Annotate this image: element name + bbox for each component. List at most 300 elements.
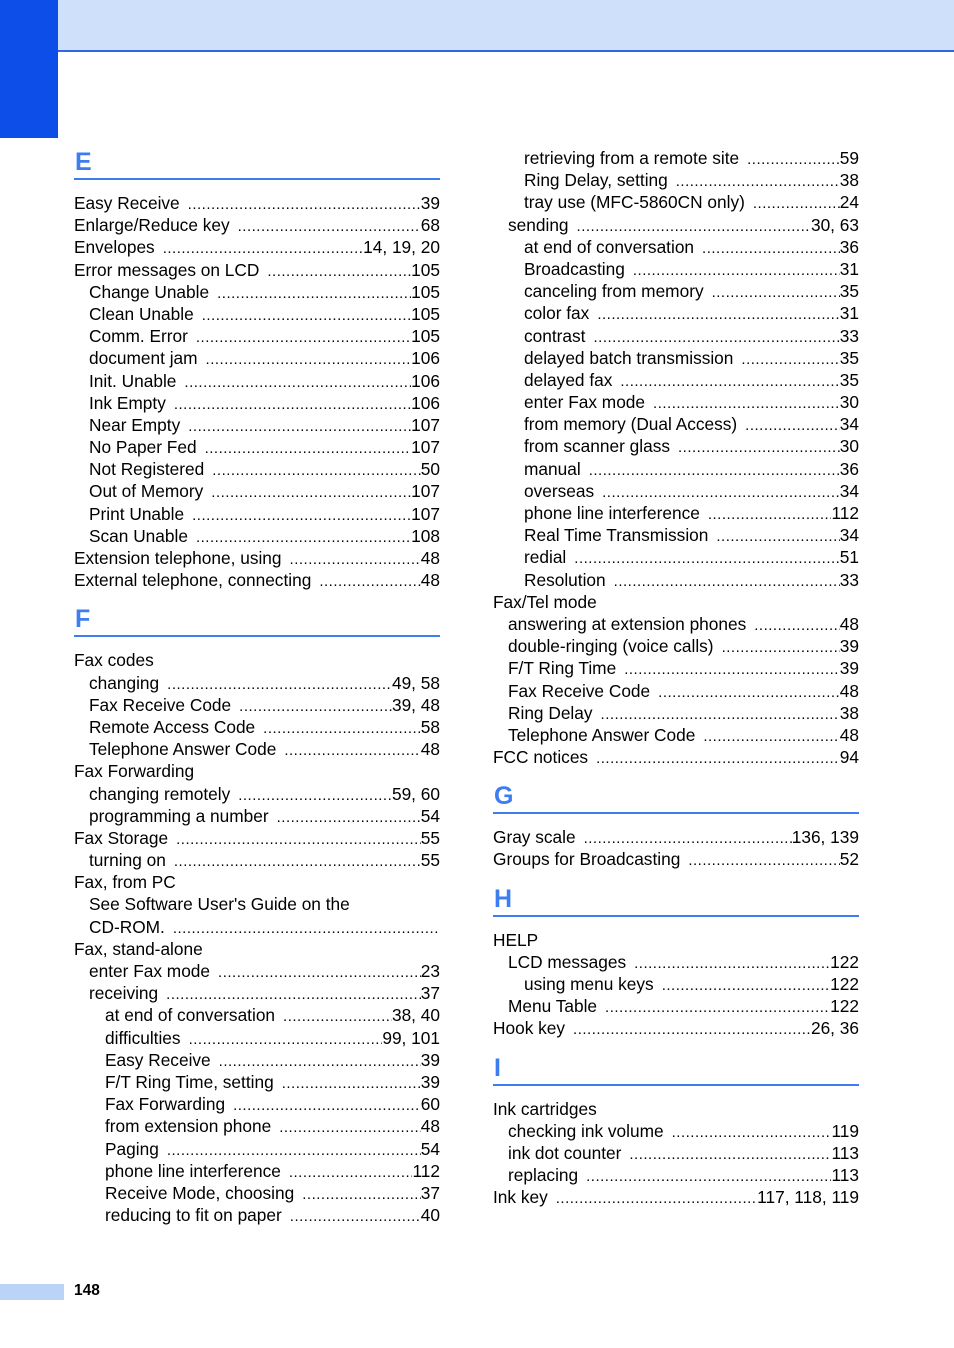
index-entry (74, 1049, 440, 1071)
dot-leader (678, 437, 840, 459)
entry-page-ref: 117, 118, 119 (757, 1187, 859, 1208)
entry-label: redial (524, 547, 567, 568)
entry-label: No Paper Fed (89, 437, 197, 458)
entry-label: Change Unable (89, 281, 210, 302)
dot-leader (688, 850, 839, 872)
entry-page-ref: 68 (420, 215, 440, 236)
entry-label: at end of conversation (105, 1005, 276, 1026)
dot-leader (167, 1140, 421, 1162)
entry-page-ref: 55 (420, 827, 440, 848)
section-spacer (493, 917, 859, 929)
entry-page-ref: 106 (411, 392, 440, 413)
chapter-tab (0, 0, 58, 138)
index-entry (74, 547, 440, 569)
index-entry (74, 672, 440, 694)
index-entry (493, 657, 859, 679)
entry-page-ref: 105 (411, 281, 440, 302)
dot-leader (218, 962, 421, 984)
entry-label: External telephone, connecting (74, 570, 312, 591)
entry-label: checking ink volume (508, 1120, 664, 1141)
index-entry (493, 236, 859, 258)
entry-page-ref: 39, 48 (391, 694, 440, 715)
entry-page-ref: 48 (839, 724, 859, 745)
dot-leader (716, 526, 839, 548)
entry-label: Fax Forwarding (74, 761, 195, 782)
entry-page-ref: 106 (411, 370, 440, 391)
dot-leader (593, 327, 839, 349)
index-entry (493, 147, 859, 169)
dot-leader (589, 460, 840, 482)
entry-page-ref: 94 (839, 747, 859, 768)
dot-leader (202, 305, 411, 327)
section-spacer (493, 814, 859, 826)
index-entry (74, 760, 440, 782)
entry-label: Not Registered (89, 459, 205, 480)
index-entry (493, 480, 859, 502)
section-spacer (493, 1086, 859, 1098)
entry-page-ref: 39 (839, 658, 859, 679)
entry-label: from extension phone (105, 1116, 272, 1137)
entry-label: Fax, stand-alone (74, 938, 203, 959)
index-entry (74, 392, 440, 414)
index-entry (493, 325, 859, 347)
dot-leader (289, 1162, 413, 1184)
index-entry (74, 1138, 440, 1160)
index-column-right (493, 147, 859, 1209)
index-entry (74, 281, 440, 303)
dot-leader (284, 740, 420, 762)
dot-leader (167, 674, 392, 696)
entry-label: phone line interference (105, 1160, 281, 1181)
index-entry (74, 370, 440, 392)
index-entry (74, 1004, 440, 1026)
entry-page-ref: 48 (420, 570, 440, 591)
dot-leader (188, 194, 421, 216)
dot-leader (163, 238, 363, 260)
entry-label: Init. Unable (89, 370, 177, 391)
entry-label: ink dot counter (508, 1142, 622, 1163)
entry-page-ref: 112 (831, 503, 859, 523)
index-entry (74, 694, 440, 716)
entry-label: Enlarge/Reduce key (74, 215, 230, 236)
entry-page-ref: 105 (411, 326, 440, 347)
entry-page-ref: 33 (839, 325, 859, 346)
dot-leader (206, 349, 412, 371)
entry-page-ref: 14, 19, 20 (363, 237, 440, 258)
entry-page-ref: 106 (411, 348, 440, 369)
index-entry (493, 1098, 859, 1120)
dot-leader (166, 984, 421, 1006)
index-entry (493, 635, 859, 657)
entry-page-ref: 39 (420, 1071, 440, 1092)
entry-page-ref: 24 (839, 192, 859, 213)
dot-leader (753, 193, 840, 215)
entry-page-ref: 122 (830, 996, 859, 1017)
entry-page-ref: 107 (411, 437, 440, 458)
dot-leader (173, 918, 440, 940)
index-entry (493, 746, 859, 768)
entry-label: LCD messages (508, 951, 627, 972)
entry-page-ref: 36 (839, 236, 859, 257)
index-entry (74, 982, 440, 1004)
entry-label: phone line interference (524, 503, 700, 523)
entry-page-ref: 48 (839, 680, 859, 701)
index-entry (493, 1164, 859, 1186)
dot-leader (620, 371, 839, 393)
entry-page-ref: 50 (420, 459, 440, 480)
section-letter: F (74, 604, 440, 637)
entry-page-ref: 122 (830, 974, 859, 994)
footer-band (0, 1284, 64, 1300)
dot-leader (302, 1184, 421, 1206)
index-entry (74, 893, 440, 915)
entry-page-ref: 34 (839, 414, 859, 435)
index-entry (74, 1204, 440, 1226)
entry-page-ref: 31 (839, 303, 859, 324)
entry-label: contrast (524, 325, 586, 346)
dot-leader (596, 748, 840, 770)
index-entry (493, 973, 859, 995)
section-letter: H (493, 884, 859, 917)
index-entry (74, 783, 440, 805)
entry-page-ref: 40 (420, 1205, 440, 1226)
dot-leader (211, 482, 411, 504)
entry-label: changing (89, 672, 160, 693)
dot-leader (662, 975, 830, 997)
index-entry (74, 192, 440, 214)
entry-page-ref: 36 (839, 458, 859, 479)
entry-page-ref: 37 (420, 1182, 440, 1203)
entry-label: from memory (Dual Access) (524, 414, 738, 435)
entry-label: from scanner glass (524, 436, 670, 457)
entry-label: Ink key (493, 1187, 548, 1208)
entry-label: See Software User's Guide on the (89, 894, 350, 915)
dot-leader (629, 1144, 831, 1166)
dot-leader (754, 615, 840, 637)
entry-label: Telephone Answer Code (508, 724, 696, 745)
dot-leader (233, 1095, 421, 1117)
index-entry (493, 302, 859, 324)
entry-label: Gray scale (493, 827, 576, 848)
index-entry (493, 1017, 859, 1039)
entry-label: Hook key (493, 1018, 566, 1039)
entry-page-ref: 99, 101 (382, 1027, 440, 1048)
dot-leader (703, 726, 839, 748)
entry-page-ref: 35 (839, 281, 859, 302)
entry-label: Out of Memory (89, 481, 204, 502)
entry-page-ref: 48 (420, 1116, 440, 1137)
entry-label: Error messages on LCD (74, 259, 260, 280)
dot-leader (217, 283, 411, 305)
entry-page-ref: 34 (839, 480, 859, 501)
entry-label: double-ringing (voice calls) (508, 636, 714, 657)
dot-leader (290, 1206, 421, 1228)
entry-label: changing remotely (89, 783, 231, 804)
header-band (0, 0, 954, 52)
index-entry (493, 826, 859, 848)
entry-label: Fax Receive Code (89, 694, 232, 715)
index-entry (74, 458, 440, 480)
entry-page-ref: 105 (411, 303, 440, 324)
dot-leader (176, 829, 421, 851)
index-entry (493, 1120, 859, 1142)
section-spacer (74, 180, 440, 192)
dot-leader (747, 149, 840, 171)
dot-leader (614, 571, 840, 593)
index-entry (74, 916, 440, 938)
index-entry (493, 1142, 859, 1164)
index-entry (74, 525, 440, 547)
entry-page-ref: 35 (839, 347, 859, 368)
entry-page-ref: 31 (839, 258, 859, 279)
entry-label: delayed batch transmission (524, 347, 734, 368)
dot-leader (658, 682, 840, 704)
entry-label: Near Empty (89, 414, 181, 435)
dot-leader (239, 696, 392, 718)
entry-page-ref: 30 (839, 436, 859, 457)
dot-leader (283, 1006, 392, 1028)
entry-page-ref: 34 (839, 525, 859, 546)
entry-label: Fax codes (74, 650, 154, 671)
dot-leader (174, 394, 411, 416)
dot-leader (196, 527, 411, 549)
entry-page-ref: 39 (420, 193, 440, 213)
entry-label: tray use (MFC-5860CN only) (524, 192, 745, 213)
index-entry (74, 347, 440, 369)
page-number: 148 (74, 1282, 100, 1299)
dot-leader (279, 1117, 421, 1139)
dot-leader (745, 415, 840, 437)
dot-leader (633, 260, 840, 282)
entry-page-ref: 113 (831, 1142, 859, 1163)
index-entry (493, 502, 859, 524)
index-entry (74, 436, 440, 458)
entry-label: Telephone Answer Code (89, 739, 277, 760)
entry-page-ref: 107 (411, 414, 440, 435)
entry-label: overseas (524, 480, 595, 501)
entry-page-ref: 122 (830, 951, 859, 972)
index-entry (74, 1115, 440, 1137)
entry-label: Extension telephone, using (74, 548, 282, 568)
entry-label: at end of conversation (524, 236, 695, 257)
entry-page-ref: 26, 36 (810, 1018, 859, 1039)
dot-leader (573, 1019, 811, 1041)
entry-page-ref: 54 (420, 1138, 440, 1159)
dot-leader (586, 1166, 831, 1188)
entry-page-ref: 38 (839, 702, 859, 723)
index-entry (74, 1071, 440, 1093)
index-entry (74, 414, 440, 436)
index-entry (74, 871, 440, 893)
entry-label: enter Fax mode (89, 961, 211, 981)
entry-label: color fax (524, 303, 590, 324)
dot-leader (672, 1122, 832, 1144)
entry-page-ref: 55 (420, 850, 440, 871)
index-entry (74, 236, 440, 258)
entry-label: Broadcasting (524, 258, 625, 279)
entry-page-ref: 136, 139 (791, 827, 859, 848)
dot-leader (267, 261, 411, 283)
dot-leader (653, 393, 840, 415)
entry-label: F/T Ring Time (508, 658, 617, 679)
dot-leader (676, 171, 840, 193)
dot-leader (605, 997, 830, 1019)
index-entry (493, 258, 859, 280)
index-entry (74, 649, 440, 671)
entry-page-ref: 105 (411, 259, 440, 280)
index-entry (74, 1093, 440, 1115)
entry-label: canceling from memory (524, 281, 704, 302)
dot-leader (282, 1073, 421, 1095)
dot-leader (238, 216, 421, 238)
dot-leader (219, 1051, 421, 1073)
entry-label: Remote Access Code (89, 716, 256, 737)
entry-label: Real Time Transmission (524, 525, 709, 546)
entry-label: turning on (89, 850, 166, 871)
index-entry (493, 995, 859, 1017)
section-letter: G (493, 781, 859, 814)
entry-label: replacing (508, 1165, 579, 1186)
entry-label: answering at extension phones (508, 613, 747, 634)
entry-page-ref: 35 (839, 369, 859, 390)
index-entry (493, 591, 859, 613)
entry-page-ref: 59 (839, 148, 859, 168)
index-entry (74, 738, 440, 760)
entry-page-ref: 107 (411, 503, 440, 524)
index-entry (74, 960, 440, 982)
entry-page-ref: 39 (839, 636, 859, 657)
entry-page-ref: 48 (839, 613, 859, 634)
entry-label: Ring Delay (508, 702, 593, 723)
index-entry (74, 1160, 440, 1182)
index-entry (493, 680, 859, 702)
entry-page-ref: 48 (420, 739, 440, 760)
entry-label: CD-ROM. (89, 916, 165, 937)
index-entry (493, 347, 859, 369)
entry-page-ref: 113 (831, 1165, 859, 1186)
dot-leader (189, 1029, 383, 1051)
dot-leader (597, 304, 839, 326)
entry-label: retrieving from a remote site (524, 148, 740, 168)
entry-label: Easy Receive (105, 1049, 211, 1070)
entry-label: Fax, from PC (74, 872, 176, 893)
entry-label: Comm. Error (89, 326, 188, 347)
entry-label: Menu Table (508, 996, 598, 1017)
index-entry (493, 613, 859, 635)
entry-page-ref: 38 (839, 170, 859, 191)
entry-label: Envelopes (74, 237, 155, 258)
entry-page-ref: 60 (420, 1094, 440, 1115)
index-entry (74, 259, 440, 281)
entry-label: difficulties (105, 1027, 181, 1048)
index-entry (493, 369, 859, 391)
entry-page-ref: 58 (420, 716, 440, 737)
dot-leader (188, 416, 411, 438)
entry-label: sending (508, 214, 569, 235)
entry-page-ref: 59, 60 (391, 783, 440, 804)
dot-leader (741, 349, 839, 371)
index-entry (74, 303, 440, 325)
index-entry (493, 724, 859, 746)
index-entry (493, 1186, 859, 1208)
index-entry (493, 951, 859, 973)
entry-label: Ink cartridges (493, 1098, 597, 1119)
entry-page-ref: 54 (420, 805, 440, 826)
dot-leader (238, 785, 392, 807)
section-letter: E (74, 147, 440, 180)
entry-label: Print Unable (89, 503, 185, 524)
index-entry (74, 805, 440, 827)
entry-page-ref: 107 (411, 481, 440, 502)
dot-leader (577, 216, 811, 238)
index-entry (74, 716, 440, 738)
entry-label: Clean Unable (89, 303, 194, 324)
index-entry (493, 169, 859, 191)
entry-label: Easy Receive (74, 193, 180, 213)
entry-label: Fax Storage (74, 827, 169, 848)
entry-page-ref: 33 (839, 569, 859, 590)
dot-leader (708, 504, 832, 526)
index-entry (74, 325, 440, 347)
entry-page-ref: 38, 40 (391, 1005, 440, 1026)
entry-label: Fax/Tel mode (493, 591, 597, 612)
dot-leader (277, 807, 421, 829)
entry-label: Scan Unable (89, 525, 188, 546)
entry-label: programming a number (89, 805, 269, 826)
index-entry (493, 413, 859, 435)
entry-label: Ring Delay, setting (524, 170, 668, 191)
index-entry (493, 435, 859, 457)
entry-label: using menu keys (524, 974, 654, 994)
index-entry (493, 458, 859, 480)
entry-label: enter Fax mode (524, 392, 646, 413)
entry-label: reducing to fit on paper (105, 1205, 282, 1226)
dot-leader (319, 571, 420, 593)
dot-leader (205, 438, 412, 460)
entry-page-ref: 51 (839, 547, 859, 568)
entry-label: Ink Empty (89, 392, 166, 413)
entry-label: Resolution (524, 569, 606, 590)
index-entry (493, 702, 859, 724)
entry-page-ref: 112 (412, 1160, 440, 1181)
entry-page-ref: 30 (839, 392, 859, 413)
index-entry (74, 1027, 440, 1049)
index-entry (493, 848, 859, 870)
entry-label: delayed fax (524, 369, 613, 390)
index-entry (74, 480, 440, 502)
entry-label: Fax Forwarding (105, 1094, 226, 1115)
entry-label: manual (524, 458, 581, 479)
dot-leader (624, 659, 840, 681)
dot-leader (174, 851, 421, 873)
entry-page-ref: 48 (420, 548, 440, 568)
dot-leader (184, 372, 411, 394)
index-entry (74, 849, 440, 871)
index-entry (493, 391, 859, 413)
entry-label: F/T Ring Time, setting (105, 1071, 274, 1092)
entry-label: Groups for Broadcasting (493, 849, 681, 870)
index-entry (74, 569, 440, 591)
dot-leader (290, 549, 421, 571)
section-letter: I (493, 1053, 859, 1086)
dot-leader (196, 327, 411, 349)
index-column-left (74, 147, 440, 1226)
dot-leader (192, 505, 411, 527)
entry-label: Fax Receive Code (508, 680, 651, 701)
index-entry (493, 929, 859, 951)
entry-label: Receive Mode, choosing (105, 1182, 295, 1203)
dot-leader (634, 953, 830, 975)
